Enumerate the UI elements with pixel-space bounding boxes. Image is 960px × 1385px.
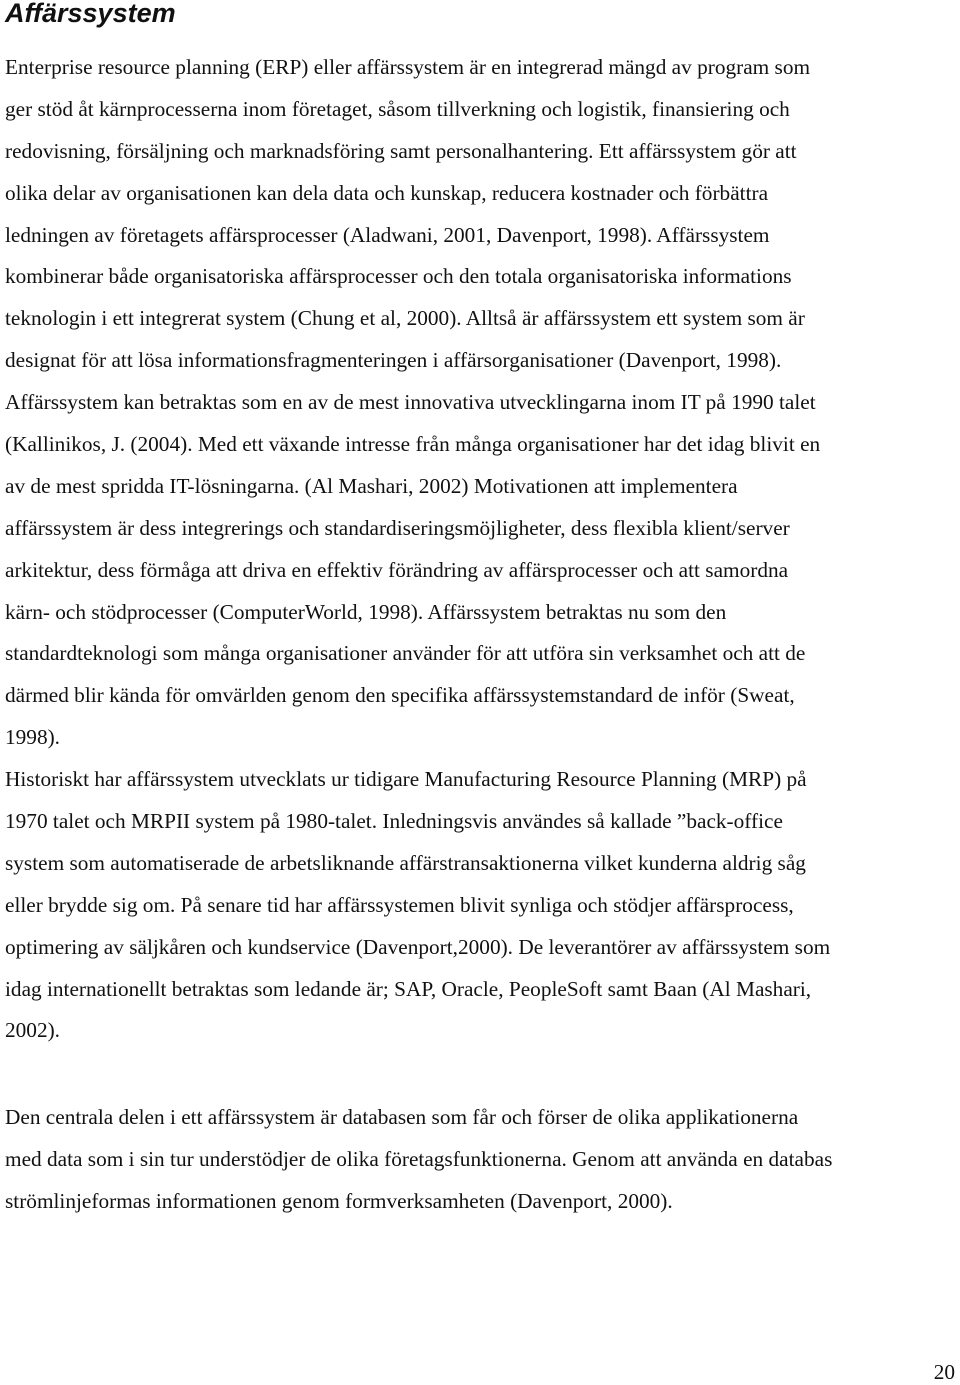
- text-line: ledningen av företagets affärsprocesser (Aladwani, 2001, Davenport, 1998). Affärssystem: [5, 222, 770, 247]
- text-line: Affärssystem kan betraktas som en av de mest innovativa utvecklingarna inom IT på 1990 talet: [5, 390, 816, 415]
- text-line: med data som i sin tur understödjer de olika företagsfunktionerna. Genom att använda en databas: [5, 1146, 833, 1171]
- text-line: 2002).: [5, 1018, 61, 1043]
- text-line: Historiskt har affärssystem utvecklats ur tidigare Manufacturing Resource Planning (MRP) på: [5, 767, 807, 792]
- text-line: ger stöd åt kärnprocesserna inom företaget, såsom tillverkning och logistik, finansiering och: [5, 96, 790, 121]
- text-line: idag internationellt betraktas som ledande är; SAP, Oracle, PeopleSoft samt Baan (Al Mashari,: [5, 976, 812, 1001]
- text-line: strömlinjeformas informationen genom formverksamheten (Davenport, 2000).: [5, 1188, 673, 1213]
- text-line: därmed blir kända för omvärlden genom den specifika affärssystemstandard de inför (Sweat,: [5, 683, 795, 708]
- text-line: eller brydde sig om. På senare tid har affärssystemen blivit synliga och stödjer affärsprocess,: [5, 892, 794, 917]
- text-line: teknologin i ett integrerat system (Chung et al, 2000). Alltså är affärssystem ett system som är: [5, 306, 805, 331]
- text-line: av de mest spridda IT-lösningarna. (Al Mashari, 2002) Motivationen att implementera: [5, 473, 738, 498]
- text-line: standardteknologi som många organisationer använder för att utföra sin verksamhet och att de: [5, 641, 806, 666]
- text-line: arkitektur, dess förmåga att driva en effektiv förändring av affärsprocesser och att samordna: [5, 557, 789, 582]
- text-line: optimering av säljkåren och kundservice (Davenport,2000). De leverantörer av affärssystem som: [5, 934, 831, 959]
- text-line: kärn- och stödprocesser (ComputerWorld, 1998). Affärssystem betraktas nu som den: [5, 599, 727, 624]
- text-line: Enterprise resource planning (ERP) eller affärssystem är en integrerad mängd av program som: [5, 55, 811, 79]
- body-paragraph-2: [5, 1097, 955, 1223]
- text-line: Den centrala delen i ett affärssystem är databasen som får och förser de olika applikationerna: [5, 1105, 799, 1129]
- text-line: 1998).: [5, 725, 61, 750]
- text-line: (Kallinikos, J. (2004). Med ett växande intresse från många organisationer har det idag blivit en: [5, 432, 821, 457]
- text-line: kombinerar både organisatoriska affärsprocesser och den totala organisatoriska informations: [5, 264, 792, 289]
- text-line: affärssystem är dess integrerings och standardiseringsmöjligheter, dess flexibla klient/server: [5, 515, 790, 540]
- text-line: designat för att lösa informationsfragmenteringen i affärsorganisationer (Davenport, 1998).: [5, 348, 782, 373]
- text-line: 1970 talet och MRPII system på 1980-talet. Inledningsvis användes så kallade ”back-office: [5, 809, 783, 834]
- text-line: redovisning, försäljning och marknadsföring samt personalhantering. Ett affärssystem gör att: [5, 138, 797, 163]
- text-line: olika delar av organisationen kan dela data och kunskap, reducera kostnader och förbättra: [5, 180, 769, 205]
- section-heading: Affärssystem: [5, 0, 176, 28]
- body-paragraph-1: [5, 47, 955, 1052]
- page-number: 20: [933, 1360, 955, 1384]
- text-line: system som automatiserade de arbetsliknande affärstransaktionerna vilket kunderna aldrig såg: [5, 850, 806, 875]
